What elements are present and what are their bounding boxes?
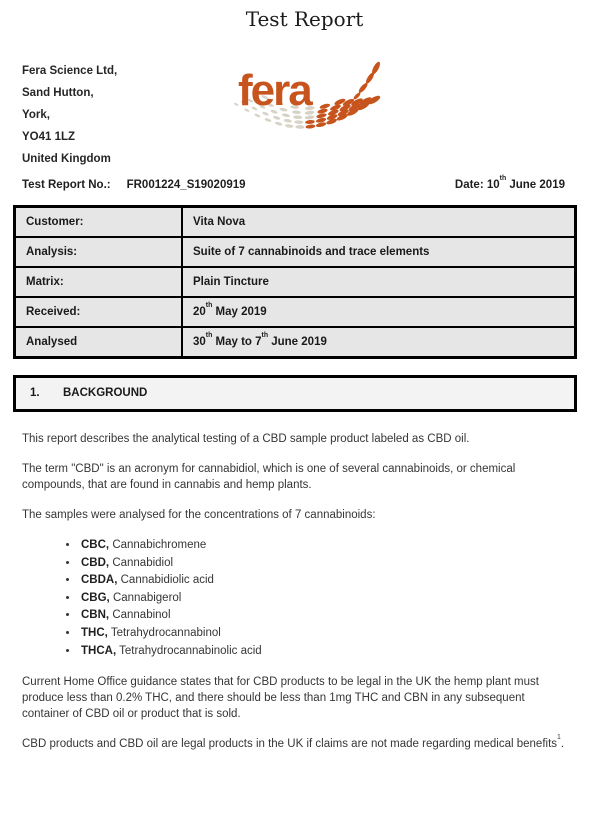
company-address: [22, 60, 117, 170]
address-line: YO41 1LZ: [22, 131, 76, 143]
fera-logo: [226, 58, 401, 136]
paragraph: Current Home Office guidance states that for CBD products to be legal in the UK the hemp plant must produce less than 0.2% THC, and there should be less than 1mg THC and CBN in any subsequent container of CBD oil or product that is sold.: [22, 676, 539, 721]
fera-logo-flick-icon: [353, 61, 382, 101]
body-content: [22, 431, 567, 752]
section-header-background: [13, 375, 577, 412]
list-item: • CBN, Cannabinol: [79, 607, 567, 625]
cannabinoid-list: [22, 537, 567, 660]
list-item: • THCA, Tetrahydrocannabinolic acid: [79, 643, 567, 661]
row-value: 20th May 2019: [182, 297, 576, 327]
table-row: [15, 297, 576, 327]
row-value: Vita Nova: [182, 207, 576, 238]
page-title: Test Report: [245, 7, 364, 31]
row-label: Received:: [15, 297, 183, 327]
report-number-value: FR001224_S19020919: [126, 179, 246, 191]
list-item: • CBG, Cannabigerol: [79, 590, 567, 608]
section-number: 1.: [30, 387, 40, 399]
table-row: [15, 267, 576, 297]
paragraph: CBD products and CBD oil are legal products in the UK if claims are not made regarding medical benefits$^1$.: [22, 734, 565, 751]
list-item: • CBD, Cannabidiol: [79, 555, 567, 573]
list-item: • CBDA, Cannabidiolic acid: [79, 572, 567, 590]
row-value: Suite of 7 cannabinoids and trace elements: [182, 237, 576, 267]
paragraph: This report describes the analytical testing of a CBD sample product labeled as CBD oil.: [22, 433, 470, 445]
report-number-row: [22, 175, 565, 191]
sample-info-table: [13, 205, 577, 359]
report-date: Date: 10th June 2019: [454, 175, 565, 191]
report-number-label: Test Report No.:: [22, 179, 111, 191]
table-row: [15, 327, 576, 358]
address-line: Fera Science Ltd,: [22, 65, 118, 77]
row-value: 30th May to 7th June 2019: [182, 327, 576, 358]
address-line: Sand Hutton,: [22, 87, 94, 99]
row-value: Plain Tincture: [182, 267, 576, 297]
row-label: Customer:: [15, 207, 183, 238]
table-row: [15, 237, 576, 267]
paragraph: The samples were analysed for the concentrations of 7 cannabinoids:: [22, 509, 376, 521]
address-line: United Kingdom: [22, 153, 111, 165]
address-line: York,: [22, 109, 50, 121]
report-number: [22, 179, 246, 191]
table-row: [15, 207, 576, 238]
paragraph: The term "CBD" is an acronym for cannabidiol, which is one of several cannabinoids, or chemical compounds, that are found in cannabis and hemp plants.: [22, 463, 516, 491]
fera-logo-text: fera: [238, 66, 311, 115]
row-label: Analysed: [15, 327, 183, 358]
row-label: Matrix:: [15, 267, 183, 297]
list-item: • CBC, Cannabichromene: [79, 537, 567, 555]
section-title: BACKGROUND: [63, 387, 148, 399]
list-item: • THC, Tetrahydrocannabinol: [79, 625, 567, 643]
row-label: Analysis:: [15, 237, 183, 267]
